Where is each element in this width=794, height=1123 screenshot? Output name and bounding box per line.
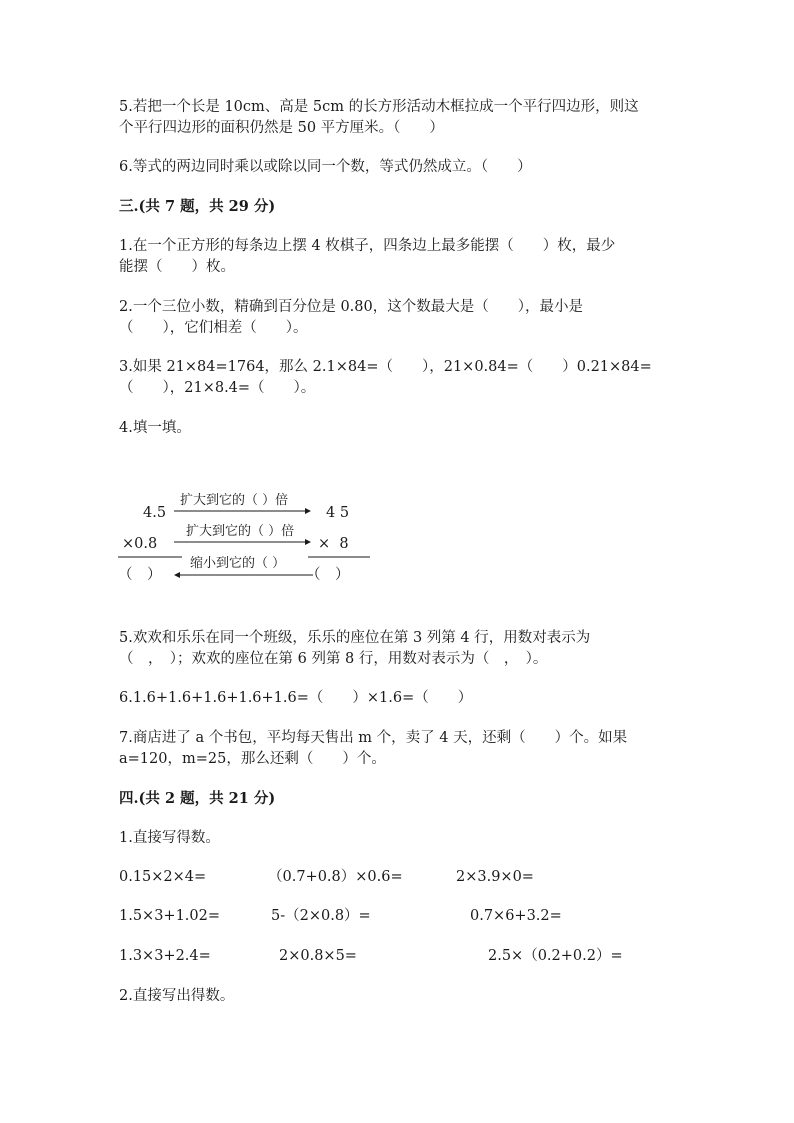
s3-q1-line1: 1.在一个正方形的每条边上摆 4 枚棋子，四条边上最多能摆（ ）枚，最少 xyxy=(119,238,616,254)
s3-q5-line1: 5.欢欢和乐乐在同一个班级，乐乐的座位在第 3 列第 4 行，用数对表示为 xyxy=(119,630,591,646)
diagram-left-mid: ×0.8 xyxy=(122,536,158,552)
arrow1-head xyxy=(305,508,311,514)
s3-q5-line2: （ ， ）；欢欢的座位在第 6 列第 8 行，用数对表示为（ ， ）。 xyxy=(119,651,548,667)
s3-q4: 4.填一填。 xyxy=(119,420,191,436)
s3-q7-line1: 7.商店进了 a 个书包，平均每天售出 m 个，卖了 4 天，还剩（ ）个。如果 xyxy=(119,730,628,746)
s2-q5-line1: 5.若把一个长是 10cm、高是 5cm 的长方形活动木框拉成一个平行四边形，则这 xyxy=(119,99,639,115)
section4-heading: 四.(共 2 题，共 21 分) xyxy=(119,790,276,807)
calc-r2c3: 0.7×6+3.2= xyxy=(470,908,562,924)
diagram-right-top: 4 5 xyxy=(326,505,350,521)
s2-q5-line2: 个平行四边形的面积仍然是 50 平方厘米。（ ） xyxy=(119,120,444,136)
s4-q2: 2.直接写出得数。 xyxy=(119,988,235,1004)
calc-r3c2: 2×0.8×5= xyxy=(279,948,357,964)
s3-q6: 6.1.6+1.6+1.6+1.6+1.6=（ ）×1.6=（ ） xyxy=(119,690,473,706)
calc-r3c1: 1.3×3+2.4= xyxy=(119,948,211,964)
s3-q2-line2: （ ），它们相差（ ）。 xyxy=(119,320,308,336)
arrow2-head xyxy=(305,539,311,545)
s3-q7-line2: a=120，m=25，那么还剩（ ）个。 xyxy=(119,751,386,767)
s4-q1: 1.直接写得数。 xyxy=(119,830,220,846)
section3-heading: 三.(共 7 题，共 29 分) xyxy=(119,198,276,215)
diagram-left-bottom: （ ） xyxy=(118,567,162,583)
s3-q3-line1: 3.如果 21×84=1764，那么 2.1×84=（ ），21×0.84=（ ）0.21×84= xyxy=(119,359,652,375)
s3-q1-line2: 能摆（ ）枚。 xyxy=(119,259,235,275)
diagram-left-top: 4.5 xyxy=(143,505,167,521)
s2-q6: 6.等式的两边同时乘以或除以同一个数，等式仍然成立。（ ） xyxy=(119,159,532,175)
diagram-right-mid: × 8 xyxy=(318,536,349,552)
s3-q3-line2: （ ），21×8.4=（ ）。 xyxy=(119,380,316,396)
diagram-arrow2-label: 扩大到它的（ ）倍 xyxy=(186,524,295,539)
calc-r1c3: 2×3.9×0= xyxy=(456,869,534,885)
calc-r1c2: （0.7+0.8）×0.6= xyxy=(268,869,403,885)
diagram-right-bottom: （ ） xyxy=(306,567,350,583)
calc-r2c1: 1.5×3+1.02= xyxy=(119,908,221,924)
diagram-arrow1-label: 扩大到它的（ ）倍 xyxy=(180,493,289,508)
calc-r3c3: 2.5×（0.2+0.2）= xyxy=(488,948,623,964)
calc-r2c2: 5-（2×0.8）= xyxy=(271,908,371,924)
calc-r1c1: 0.15×2×4= xyxy=(119,869,207,885)
arrow3-head xyxy=(174,572,180,578)
diagram-arrow3-label: 缩小到它的（ ） xyxy=(190,556,286,571)
s3-q2-line1: 2.一个三位小数，精确到百分位是 0.80，这个数最大是（ ），最小是 xyxy=(119,299,583,315)
